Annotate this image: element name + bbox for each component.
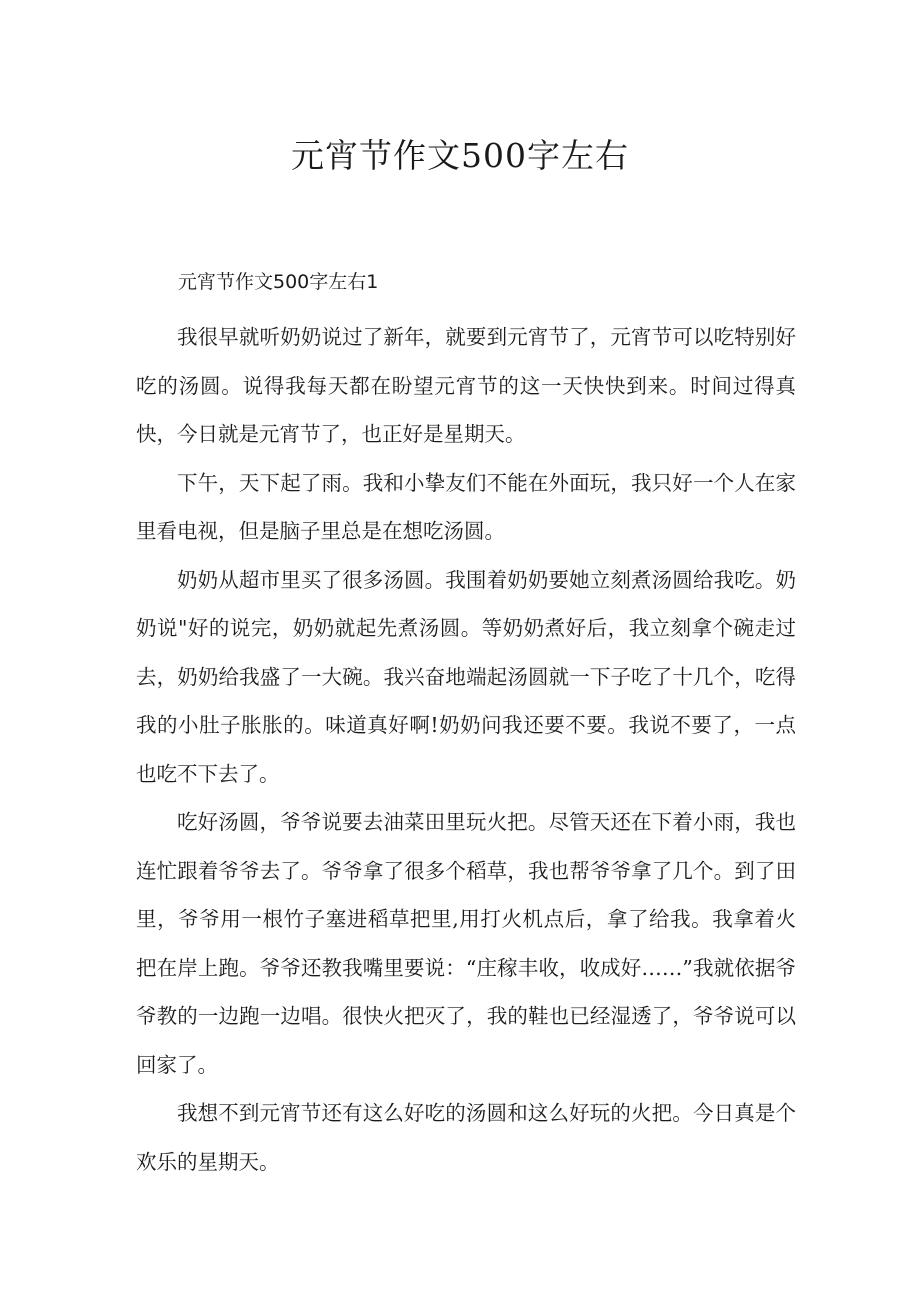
document-title: 元宵节作文500字左右 (291, 136, 629, 175)
essay-body (136, 313, 796, 1186)
paragraph-3: 奶奶从超市里买了很多汤圆。我围着奶奶要她立刻煮汤圆给我吃。奶奶说"好的说完，奶奶就起先煮汤圆。等奶奶煮好后，我立刻拿个碗走过去，奶奶给我盛了一大碗。我兴奋地端起汤圆就一下子吃了十几个，吃得我的小肚子胀胀的。味道真好啊!奶奶问我还要不要。我说不要了，一点也吃不下去了。 (136, 567, 796, 786)
paragraph-1: 我很早就听奶奶说过了新年，就要到元宵节了，元宵节可以吃特别好吃的汤圆。说得我每天都在盼望元宵节的这一天快快到来。时间过得真快，今日就是元宵节了，也正好是星期天。 (136, 325, 796, 446)
paragraph-2: 下午，天下起了雨。我和小挚友们不能在外面玩，我只好一个人在家里看电视，但是脑子里总是在想吃汤圆。 (136, 470, 796, 543)
paragraph-4: 吃好汤圆，爷爷说要去油菜田里玩火把。尽管天还在下着小雨，我也连忙跟着爷爷去了。爷爷拿了很多个稻草，我也帮爷爷拿了几个。到了田里，爷爷用一根竹子塞进稻草把里,用打火机点后，拿了给我。我拿着火把在岸上跑。爷爷还教我嘴里要说：“庄稼丰收，收成好……”我就依据爷爷教的一边跑一边唱。很快火把灭了，我的鞋也已经湿透了，爷爷说可以回家了。 (136, 810, 796, 1077)
paragraph-5: 我想不到元宵节还有这么好吃的汤圆和这么好玩的火把。今日真是个欢乐的星期天。 (136, 1101, 796, 1174)
section-heading: 元宵节作文500字左右1 (178, 271, 379, 293)
